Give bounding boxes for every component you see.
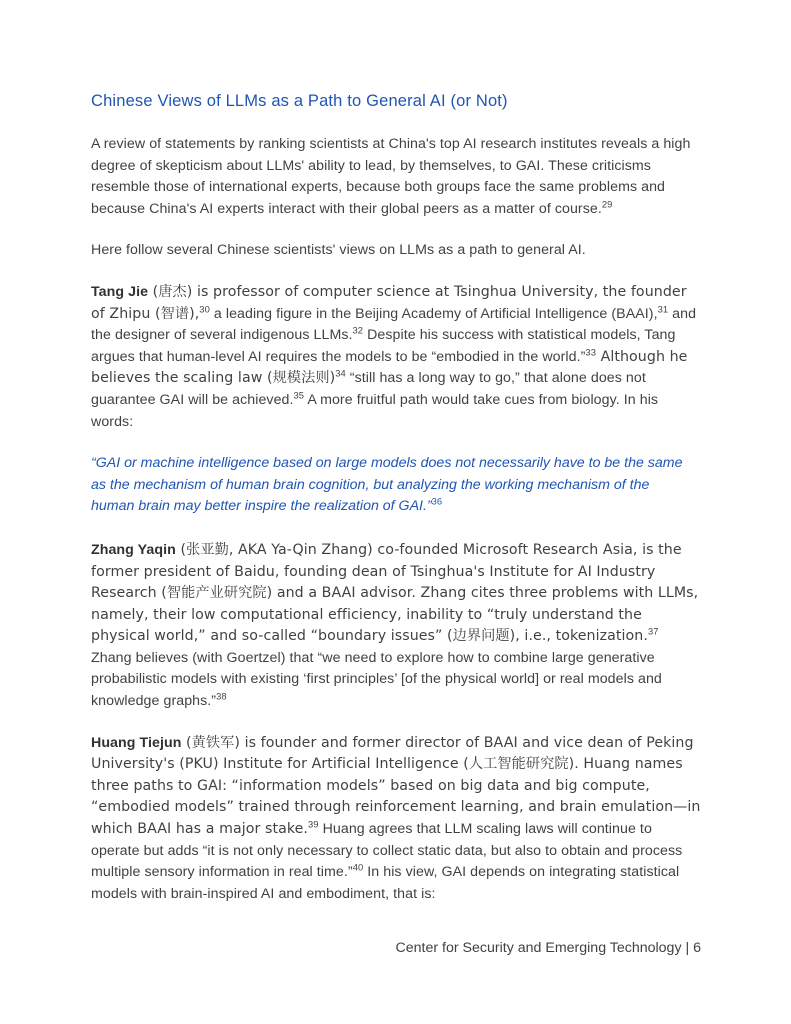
tang-text-5: Although he believes the scaling law (规模法则): [91, 348, 688, 387]
tang-text-7: A more fruitful path would take cues from biology. In his words:: [91, 391, 659, 430]
zhang-text-1: (张亚勤, AKA Ya-Qin Zhang) co-founded Microsoft Research Asia, is the former president of Baidu, founding dean of Tsinghua's Institute for AI Industry Research (智能产业研究院) and a BAAI advisor. Zhang cites three problems with LLMs, namely, their low computational efficiency, inability to “truly understand the physical world,” and so-called “boundary issues” (边界问题), i.e., tokenization.: [91, 541, 699, 645]
section-heading-text: Chinese Views of LLMs as a Path to General AI (or Not): [91, 92, 508, 110]
paragraph-intro-text: A review of statements by ranking scientists at China's top AI research institutes reveals a high degree of skepticism about LLMs' ability to lead, by themselves, to GAI. These criticisms resemble those of international experts, because both groups face the same problems and because China's AI experts interact with their global peers as a matter of course.: [91, 136, 691, 217]
paragraph-huang-tiejun: [91, 733, 701, 906]
footnote-ref-37[interactable]: 37: [647, 626, 659, 637]
paragraph-lede-text: Here follow several Chinese scientists' views on LLMs as a path to general AI.: [91, 242, 586, 259]
pull-quote-text: “GAI or machine intelligence based on large models does not necessarily have to be the same as the mechanism of human brain cognition, but analyzing the working mechanism of the human brain may better inspire the realization of GAI.”: [91, 455, 683, 515]
paragraph-tang-jie: [91, 282, 701, 433]
huang-text-2: Huang agrees that LLM scaling laws will continue to operate but adds “it is not only necessary to collect static data, but also to obtain and process multiple sensory information in real time.”: [91, 821, 683, 881]
tang-text-1: (唐杰) is professor of computer science at Tsinghua University, the founder of Zhipu (智谱),: [91, 283, 687, 322]
pull-quote-tang-jie: [91, 453, 687, 518]
page-footer: [91, 938, 701, 958]
person-name-zhang-yaqin: Zhang Yaqin: [91, 541, 176, 558]
huang-text-1: (黄铁军) is founder and former director of BAAI and vice dean of Peking University's (PKU) Institute for Artificial Intelligence (人工智能研究院). Huang names three paths to GAI: “information models” based on big data and big compute, “embodied models” trained through reinforcement learning, and brain emulation—in which BAAI has a major stake.: [91, 734, 701, 838]
paragraph-intro: [91, 134, 701, 220]
footnote-ref-30[interactable]: 30: [199, 303, 210, 314]
footnote-ref-32[interactable]: 32: [352, 325, 364, 336]
zhang-text-2: Zhang believes (with Goertzel) that “we need to explore how to combine large generative probabilistic models with existing ‘first principles’ [of the physical world] or real models and knowledge graphs.”: [91, 649, 662, 710]
footnote-ref-40[interactable]: 40: [352, 862, 364, 873]
person-name-tang-jie: Tang Jie: [91, 283, 149, 300]
page-content: [91, 90, 701, 925]
footnote-ref-31[interactable]: 31: [657, 303, 669, 314]
page-footer-text: Center for Security and Emerging Technology | 6: [395, 940, 701, 956]
footnote-ref-39[interactable]: 39: [308, 819, 319, 830]
tang-text-3: and the designer of several indigenous LLMs.: [91, 305, 697, 344]
tang-text-2: a leading figure in the Beijing Academy of Artificial Intelligence (BAAI),: [209, 305, 658, 322]
footnote-ref-29[interactable]: 29: [601, 199, 613, 210]
tang-text-4: Despite his success with statistical models, Tang argues that human-level AI requires the models to be “embodied in the world.”: [91, 327, 676, 365]
footnote-ref-34[interactable]: 34: [335, 368, 346, 379]
paragraph-lede: [91, 240, 701, 262]
tang-text-6: “still has a long way to go,” that alone does not guarantee GAI will be achieved.: [91, 370, 646, 408]
section-heading: [91, 90, 701, 112]
footnote-ref-36[interactable]: 36: [431, 496, 443, 507]
huang-text-3: In his view, GAI depends on integrating statistical models with brain-inspired AI and embodiment, that is:: [91, 864, 680, 902]
footnote-ref-35[interactable]: 35: [293, 390, 305, 401]
person-name-huang-tiejun: Huang Tiejun: [91, 734, 182, 751]
paragraph-zhang-yaqin: [91, 540, 701, 713]
footnote-ref-38[interactable]: 38: [216, 691, 227, 702]
footnote-ref-33[interactable]: 33: [585, 347, 596, 358]
